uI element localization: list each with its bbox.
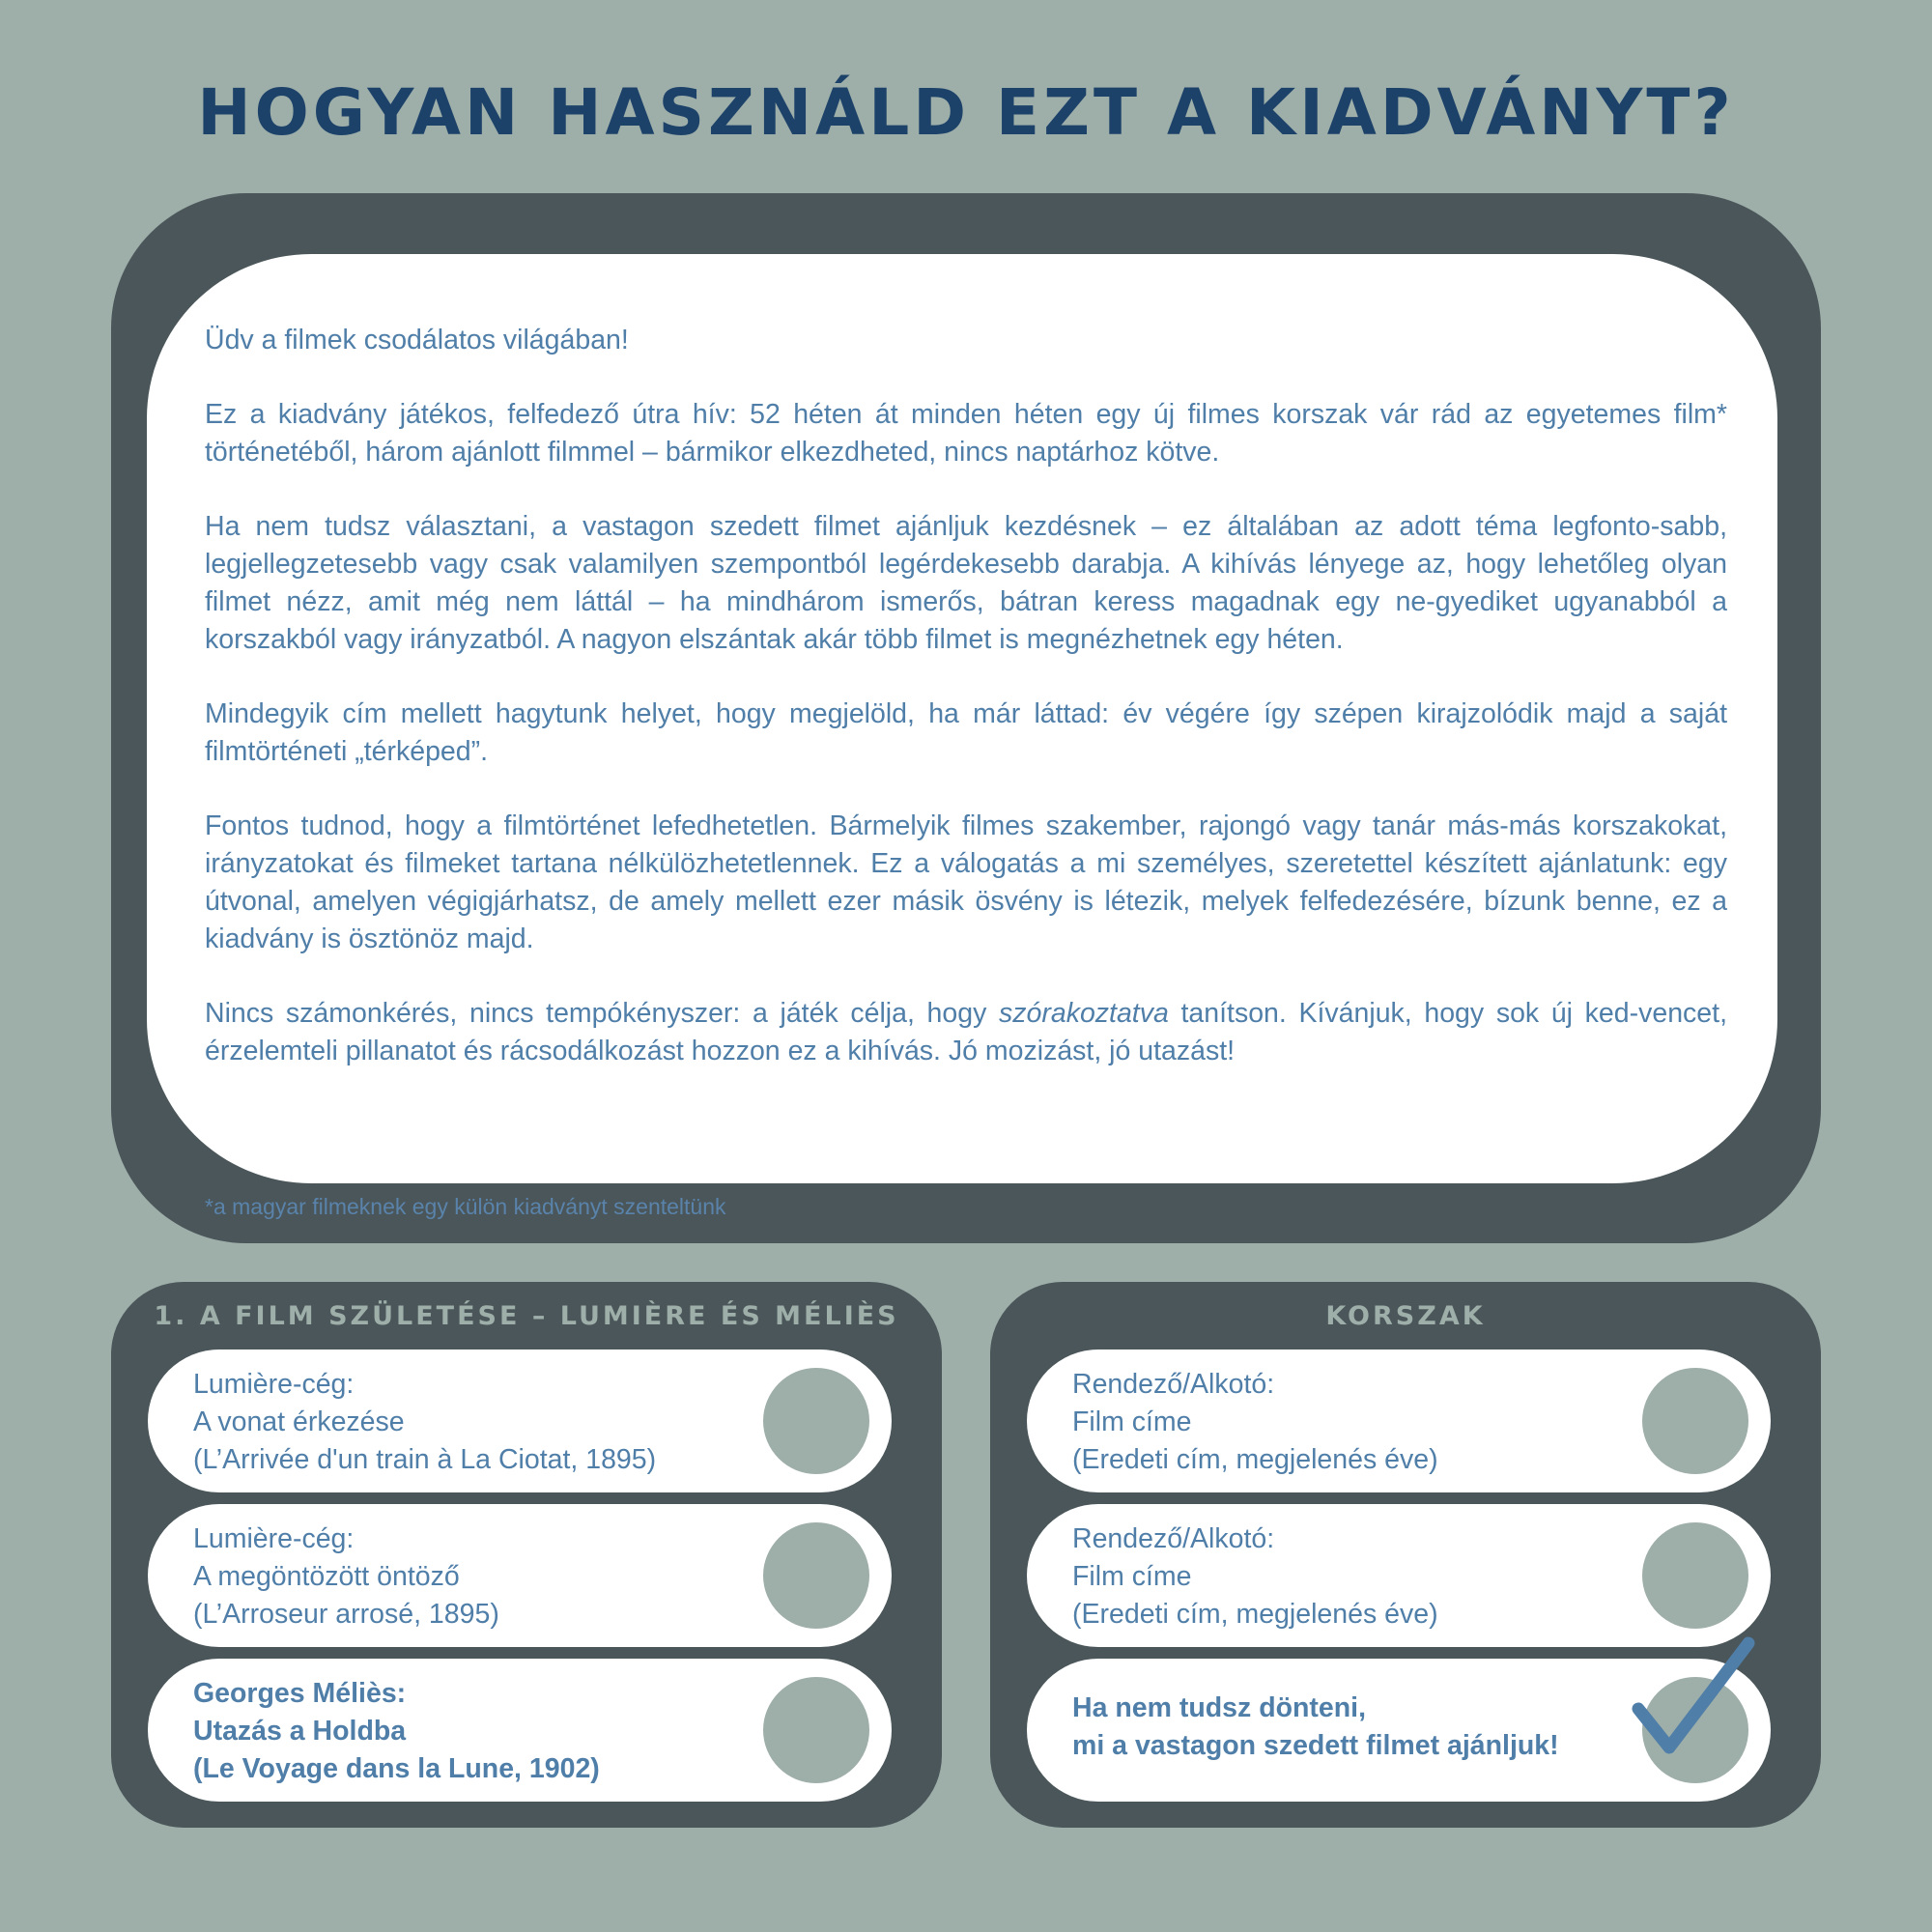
example-film-list	[111, 1282, 942, 1828]
intro-greeting: Üdv a filmek csodálatos világában!	[205, 325, 629, 355]
seen-checkbox[interactable]	[1642, 1522, 1748, 1629]
film-item-text	[1072, 1520, 1438, 1634]
film-original-title: (Eredeti cím, megjelenés éve)	[1072, 1444, 1438, 1475]
film-item-text	[193, 1366, 656, 1479]
template-item-2	[1027, 1504, 1771, 1647]
intro-paragraph-1: Ez a kiadvány játékos, felfedező útra hív: 52 héten át minden héten egy új filmes korszak vár rád az egyetemes film* történetéből, három ajánlott filmmel – bármikor elkezdheted, nincs naptárhoz kötve.	[205, 399, 1727, 468]
film-creator: Georges Méliès:	[193, 1678, 407, 1709]
intro-p5-italic: szórakoztatva	[999, 998, 1169, 1029]
checkmark-icon	[1631, 1634, 1756, 1778]
template-film-list	[990, 1282, 1821, 1828]
film-creator: Lumière-cég:	[193, 1369, 355, 1400]
example-list-heading: 1. A FILM SZÜLETÉSE – LUMIÈRE ÉS MÉLIÈS	[154, 1301, 899, 1331]
film-creator: Lumière-cég:	[193, 1523, 355, 1554]
film-item-1	[148, 1350, 892, 1492]
intro-p5-end: tanítson. Kívánjuk, hogy sok új ked-vencet, érzelemteli pillanatot és rácsodálkozást hozzon ez a kihívás. Jó mozizást, jó utazást!	[205, 998, 1727, 1066]
tip-line-1: Ha nem tudsz dönteni,	[1072, 1692, 1367, 1723]
intro-paragraph-5	[205, 995, 1727, 1070]
tip-line-2: mi a vastagon szedett filmet ajánljuk!	[1072, 1730, 1559, 1761]
film-title: Utazás a Holdba	[193, 1716, 407, 1747]
film-original-title: (L’Arrivée d'un train à La Ciotat, 1895)	[193, 1444, 657, 1475]
seen-checkbox[interactable]	[763, 1368, 869, 1474]
seen-checkbox[interactable]	[763, 1677, 869, 1783]
tip-text	[1072, 1690, 1559, 1765]
film-item-2	[148, 1504, 892, 1647]
film-title: A megöntözött öntöző	[193, 1561, 460, 1592]
intro-paragraph-4: Fontos tudnod, hogy a filmtörténet lefedhetetlen. Bármelyik filmes szakember, rajongó vagy tanár más-más korszakokat, irányzatokat és filmeket tartana nélkülözhetetlennek. Ez a válogatás a mi személyes, szeretettel készített ajánlatunk: egy útvonal, amelyen végigjárhatsz, de amely mellett ezer másik ösvény is létezik, melyek felfedezésére, bízunk benne, ez a kiadvány is ösztönöz majd.	[205, 810, 1727, 954]
film-original-title: (Eredeti cím, megjelenés éve)	[1072, 1599, 1438, 1630]
film-creator: Rendező/Alkotó:	[1072, 1369, 1275, 1400]
seen-checkbox[interactable]	[1642, 1368, 1748, 1474]
film-item-3-recommended	[148, 1659, 892, 1802]
footnote: *a magyar filmeknek egy külön kiadványt szenteltünk	[205, 1194, 726, 1219]
film-item-text	[1072, 1366, 1438, 1479]
film-title: Film címe	[1072, 1561, 1192, 1592]
film-creator: Rendező/Alkotó:	[1072, 1523, 1275, 1554]
seen-checkbox-checked[interactable]	[1642, 1677, 1748, 1783]
film-title: A vonat érkezése	[193, 1406, 405, 1437]
intro-paragraph-3: Mindegyik cím mellett hagytunk helyet, hogy megjelöld, ha már láttad: év végére így szépen kirajzolódik majd a saját filmtörténeti „térképed”.	[205, 698, 1727, 767]
film-item-text	[193, 1520, 499, 1634]
intro-p5-start: Nincs számonkérés, nincs tempókényszer: a játék célja, hogy	[205, 998, 999, 1029]
seen-checkbox[interactable]	[763, 1522, 869, 1629]
film-original-title: (Le Voyage dans la Lune, 1902)	[193, 1753, 600, 1784]
tip-item	[1027, 1659, 1771, 1802]
template-list-heading: KORSZAK	[1325, 1301, 1486, 1331]
film-original-title: (L’Arroseur arrosé, 1895)	[193, 1599, 499, 1630]
intro-card	[147, 254, 1777, 1183]
page-title: HOGYAN HASZNÁLD EZT A KIADVÁNYT?	[197, 75, 1735, 150]
film-title: Film címe	[1072, 1406, 1192, 1437]
intro-paragraph-2: Ha nem tudsz választani, a vastagon szedett filmet ajánljuk kezdésnek – ez általában az adott téma legfonto-sabb, legjellegzetesebb vagy csak valamilyen szempontból legérdekesebb darabja. A kihívás lényege az, hogy lehetőleg olyan filmet nézz, amit még nem láttál – ha mindhárom ismerős, bátran keress magadnak egy ne-gyediket ugyanabból a korszakból vagy irányzatból. A nagyon elszántak akár több filmet is megnézhetnek egy héten.	[205, 511, 1727, 655]
film-item-text	[193, 1675, 600, 1788]
template-item-1	[1027, 1350, 1771, 1492]
